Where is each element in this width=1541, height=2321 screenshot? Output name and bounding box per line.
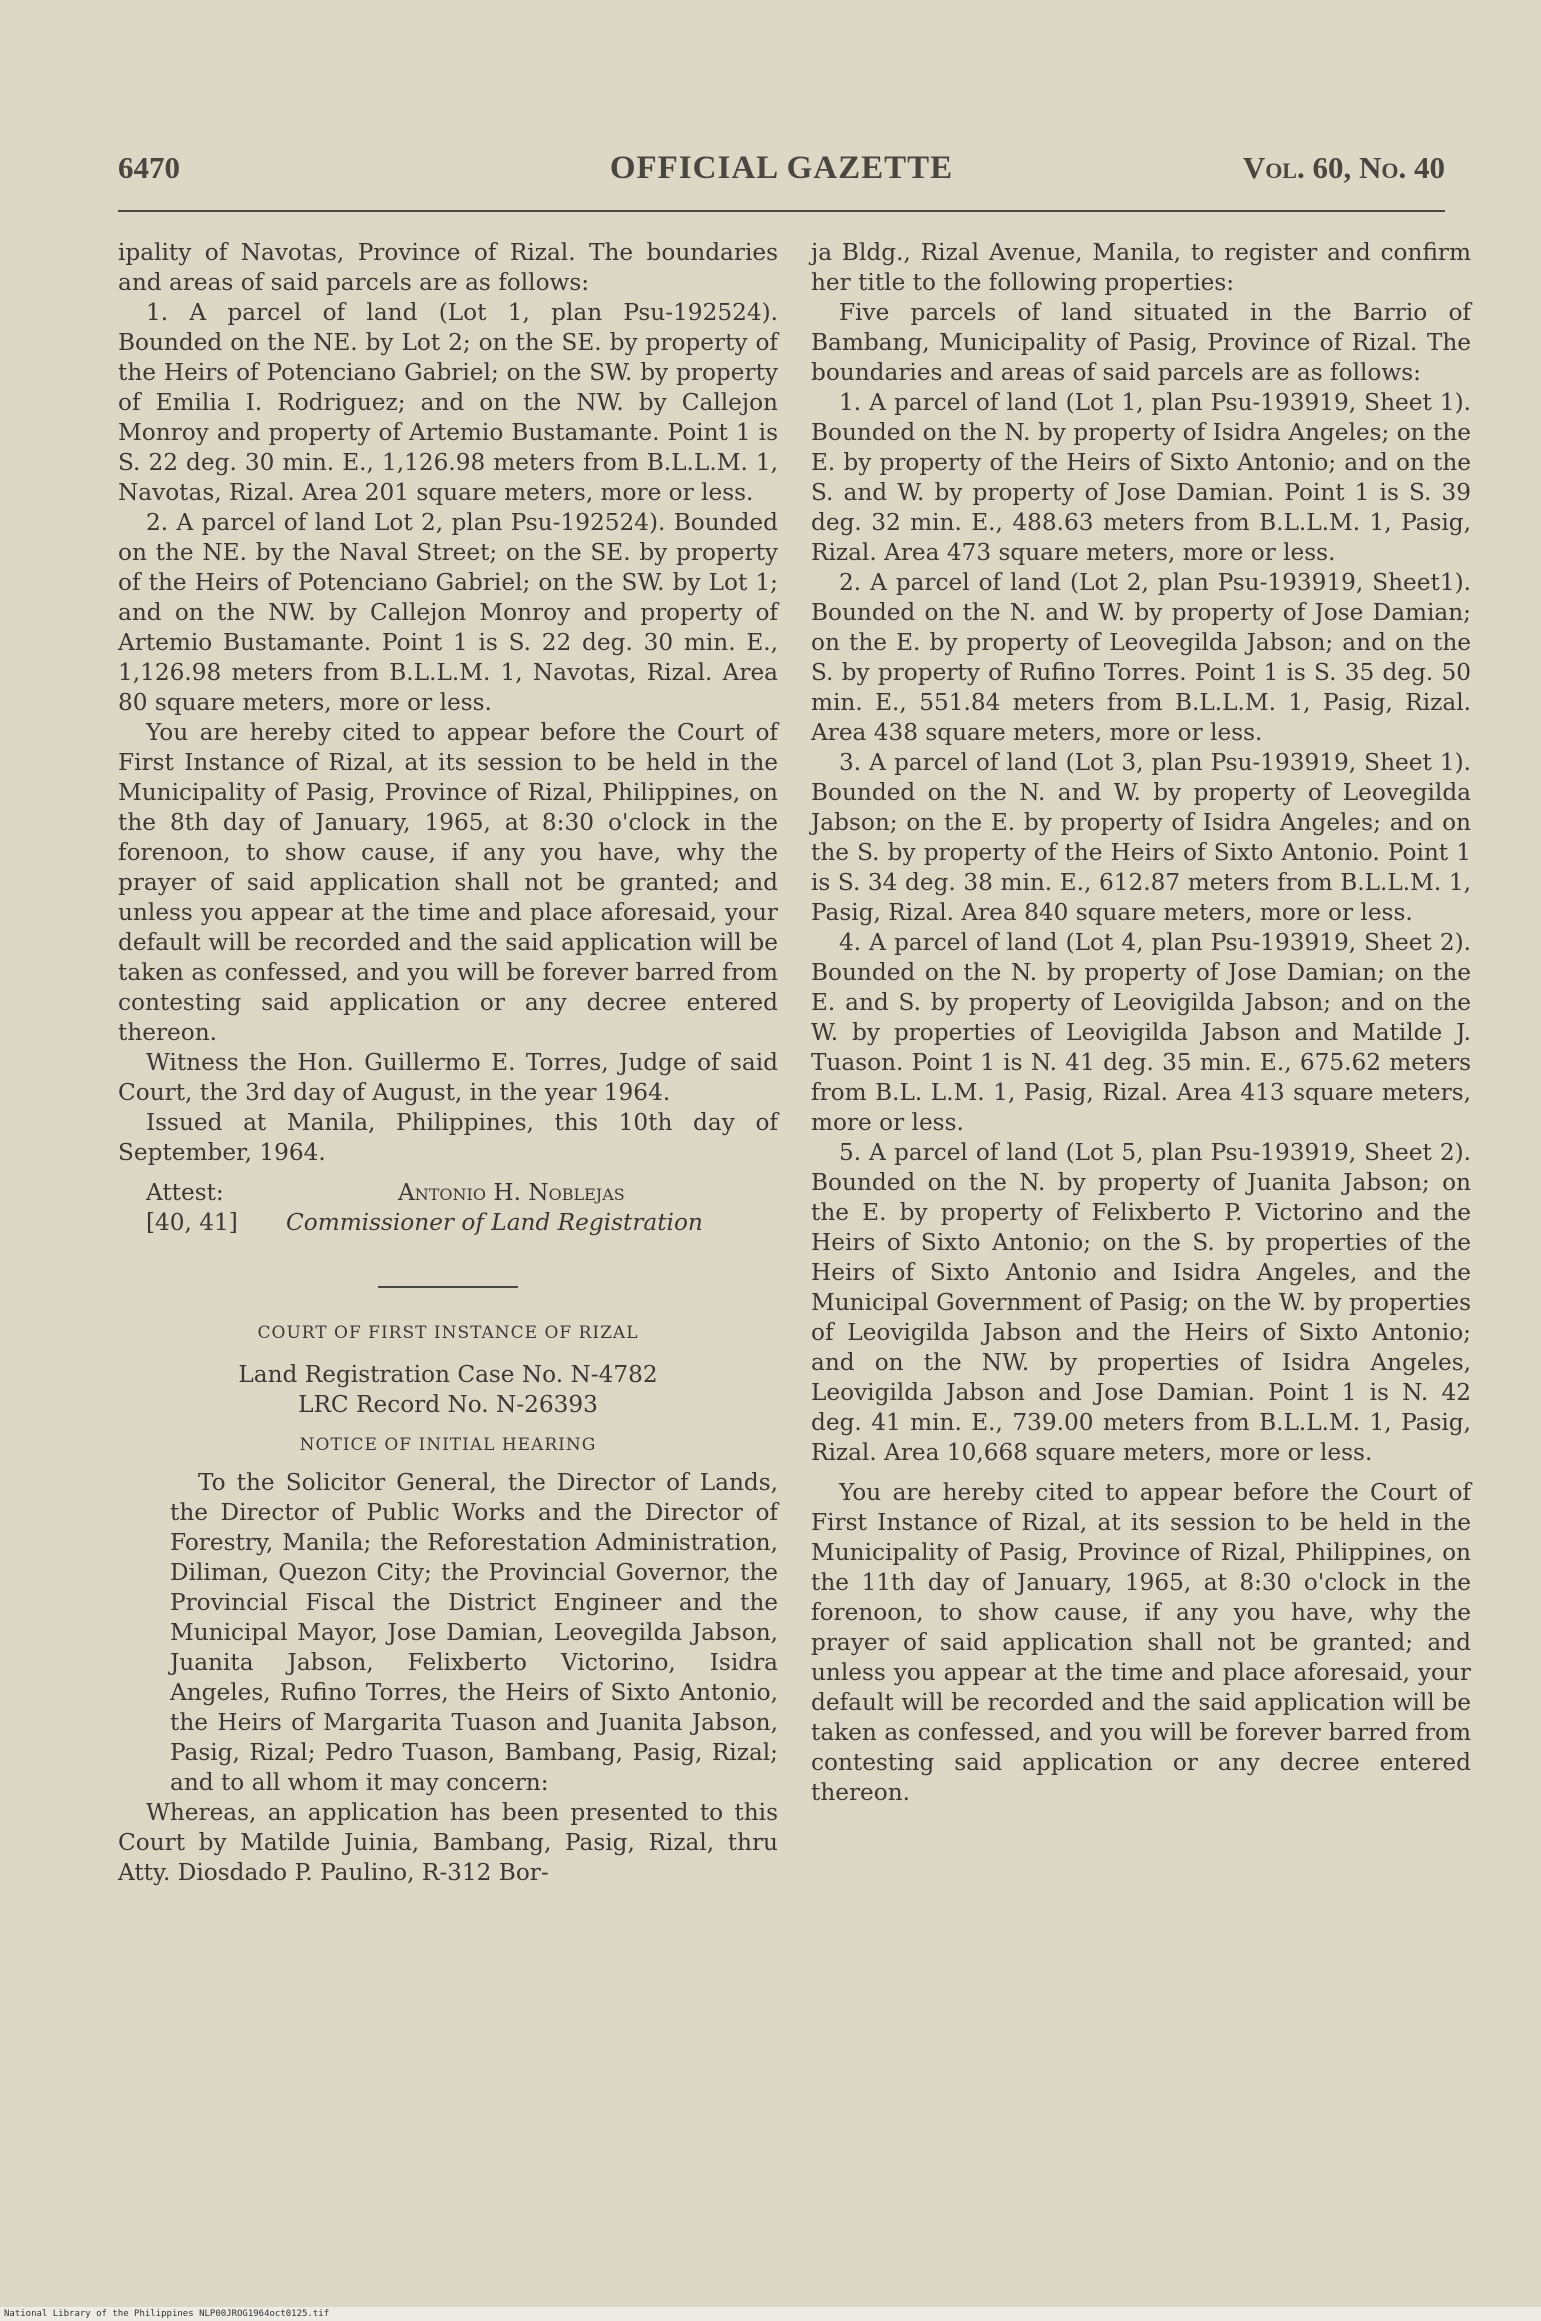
lrc-record: LRC Record No. N-26393 [298,1391,598,1418]
attest-reference: [40, 41] [146,1209,238,1236]
paragraph: 2. A parcel of land Lot 2, plan Psu-192524). Bounded on the NE. by the Naval Street; on the SE. by property of the Heirs of Potenciano Gabriel; on the SW. by Lot 1; and on the NW. by Callejon Monroy and property of Artemio Bustamante. Point 1 is S. 22 deg. 30 min. E., 1,126.98 meters from B.L.L.M. 1, Navotas, Rizal. Area 80 square meters, more or less. [118,509,778,716]
paragraph: ipality of Navotas, Province of Rizal. The boundaries and areas of said parcels are as follows: [118,239,778,296]
paragraph: 2. A parcel of land (Lot 2, plan Psu-193919, Sheet1). Bounded on the N. and W. by property of Jose Damian; on the E. by property of Leovegilda Jabson; and on the S. by property of Rufino Torres. Point 1 is S. 35 deg. 50 min. E., 551.84 meters from B.L.L.M. 1, Pasig, Rizal. Area 438 square meters, more or less. [811,569,1471,746]
paragraph: Witness the Hon. Guillermo E. Torres, Judge of said Court, the 3rd day of August, in the year 1964. [118,1049,778,1106]
header-rule [118,210,1445,212]
case-number: Land Registration Case No. N-4782 [238,1361,658,1388]
addressees: To the Solicitor General, the Director of Lands, the Director of Public Works and the Director of Forestry, Manila; the Reforestation Administration, Diliman, Quezon City; the Provincial Governor, the Provincial Fiscal the District Engineer and the Municipal Mayor, Jose Damian, Leovegilda Jabson, Juanita Jabson, Felixberto Victorino, Isidra Angeles, Rufino Torres, the Heirs of Sixto Antonio, the Heirs of Margarita Tuason and Juanita Jabson, Pasig, Rizal; Pedro Tuason, Bambang, Pasig, Rizal; and to all whom it may concern: [170,1469,778,1796]
page-number: 6470 [118,150,180,185]
attest-block [118,1178,778,1238]
scan-footer: National Library of the Philippines NLP00JROG1964oct0125.tif [0,2307,1541,2321]
paragraph: 1. A parcel of land (Lot 1, plan Psu-192524). Bounded on the NE. by Lot 2; on the SE. by property of the Heirs of Potenciano Gabriel; on the SW. by property of Emilia I. Rodriguez; and on the NW. by Callejon Monroy and property of Artemio Bustamante. Point 1 is S. 22 deg. 30 min. E., 1,126.98 meters from B.L.L.M. 1, Navotas, Rizal. Area 201 square meters, more or less. [118,299,778,506]
attest-title: Commissioner of Land Registration [286,1209,703,1236]
attest-label: Attest: [146,1179,224,1206]
court-heading: COURT OF FIRST INSTANCE OF RIZAL [257,1323,639,1343]
volume-number: Vol. 60, No. 40 [1242,150,1445,185]
right-column [811,238,1471,1808]
paragraph: ja Bldg., Rizal Avenue, Manila, to register and confirm her title to the following properties: [811,239,1471,296]
paragraph: Whereas, an application has been presented to this Court by Matilde Juinia, Bambang, Pasig, Rizal, thru Atty. Diosdado P. Paulino, R-312 Bor- [118,1799,778,1886]
notice-heading: NOTICE OF INITIAL HEARING [299,1435,597,1455]
paragraph: Five parcels of land situated in the Barrio of Bambang, Municipality of Pasig, Province of Rizal. The boundaries and areas of said parcels are as follows: [811,299,1471,386]
paragraph: 1. A parcel of land (Lot 1, plan Psu-193919, Sheet 1). Bounded on the N. by property of Isidra Angeles; on the E. by property of the Heirs of Sixto Antonio; and on the S. and W. by property of Jose Damian. Point 1 is S. 39 deg. 32 min. E., 488.63 meters from B.L.L.M. 1, Pasig, Rizal. Area 473 square meters, more or less. [811,389,1471,566]
paragraph: Issued at Manila, Philippines, this 10th day of September, 1964. [118,1109,778,1166]
page-header [118,150,1445,196]
left-column [118,238,778,1888]
paragraph: 5. A parcel of land (Lot 5, plan Psu-193919, Sheet 2). Bounded on the N. by property of Juanita Jabson; on the E. by property of Felixberto P. Victorino and the Heirs of Sixto Antonio; on the S. by properties of the Heirs of Sixto Antonio and Isidra Angeles, and the Municipal Government of Pasig; on the W. by properties of Leovigilda Jabson and the Heirs of Sixto Antonio; and on the NW. by properties of Isidra Angeles, Leovigilda Jabson and Jose Damian. Point 1 is N. 42 deg. 41 min. E., 739.00 meters from B.L.L.M. 1, Pasig, Rizal. Area 10,668 square meters, more or less. [811,1139,1471,1466]
paragraph: 3. A parcel of land (Lot 3, plan Psu-193919, Sheet 1). Bounded on the N. and W. by property of Leovegilda Jabson; on the E. by property of Isidra Angeles; and on the S. by property of the Heirs of Sixto Antonio. Point 1 is S. 34 deg. 38 min. E., 612.87 meters from B.L.L.M. 1, Pasig, Rizal. Area 840 square meters, more or less. [811,749,1471,926]
paragraph: You are hereby cited to appear before the Court of First Instance of Rizal, at its session to be held in the Municipality of Pasig, Province of Rizal, Philippines, on the 8th day of January, 1965, at 8:30 o'clock in the forenoon, to show cause, if any you have, why the prayer of said application shall not be granted; and unless you appear at the time and place aforesaid, your default will be recorded and the said application will be taken as confessed, and you will be forever barred from contesting said application or any decree entered thereon. [118,719,778,1046]
section-divider [378,1286,518,1288]
paragraph: 4. A parcel of land (Lot 4, plan Psu-193919, Sheet 2). Bounded on the N. by property of Jose Damian; on the E. and S. by property of Leovigilda Jabson; and on the W. by properties of Leovigilda Jabson and Matilde J. Tuason. Point 1 is N. 41 deg. 35 min. E., 675.62 meters from B.L. L.M. 1, Pasig, Rizal. Area 413 square meters, more or less. [811,929,1471,1136]
publication-title: OFFICIAL GAZETTE [609,150,954,186]
paragraph: You are hereby cited to appear before the Court of First Instance of Rizal, at its session to be held in the Municipality of Pasig, Province of Rizal, Philippines, on the 11th day of January, 1965, at 8:30 o'clock in the forenoon, to show cause, if any you have, why the prayer of said application shall not be granted; and unless you appear at the time and place aforesaid, your default will be recorded and the said application will be taken as confessed, and you will be forever barred from contesting said application or any decree entered thereon. [811,1479,1471,1806]
attest-name: Antonio H. Noblejas [398,1179,625,1206]
